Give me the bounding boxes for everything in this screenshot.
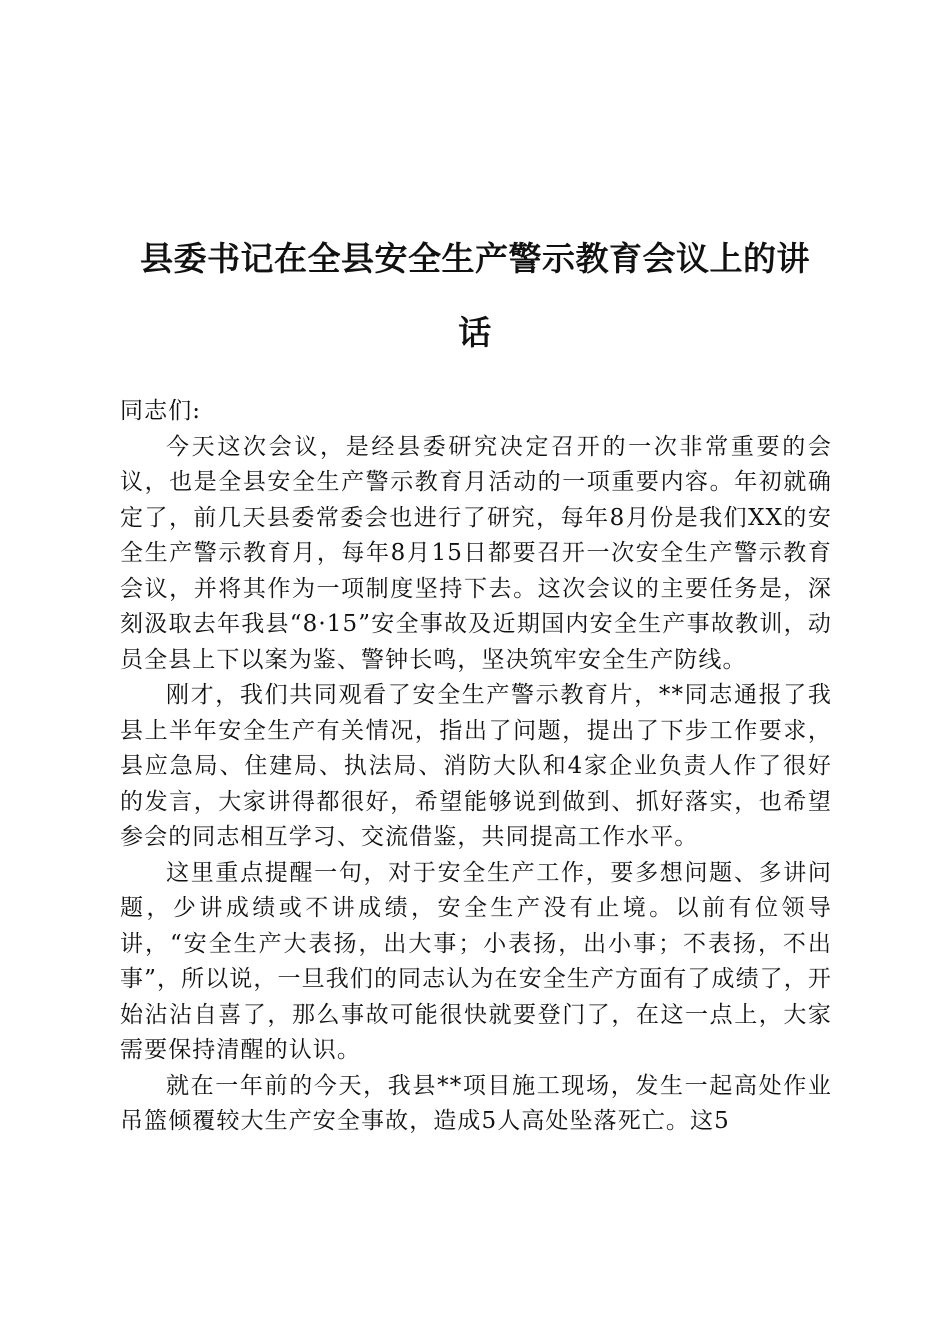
paragraph-1: 今天这次会议，是经县委研究决定召开的一次非常重要的会议，也是全县安全生产警示教育月活动的一项重要内容。年初就确定了，前几天县委常委会也进行了研究，每年8月份是我们XX的安全生产警示教育月，每年8月15日都要召开一次安全生产警示教育会议，并将其作为一项制度坚持下去。这次会议的主要任务是，深刻汲取去年我县“8·15”安全事故及近期国内安全生产事故教训，动员全县上下以案为鉴、警钟长鸣，坚决筑牢安全生产防线。	[120, 433, 832, 673]
paragraph-4: 就在一年前的今天，我县**项目施工现场，发生一起高处作业吊篮倾覆较大生产安全事故，造成5人高处坠落死亡。这5	[120, 1072, 832, 1134]
title-line-2: 话	[458, 313, 492, 352]
paragraph-3: 这里重点提醒一句，对于安全生产工作，要多想问题、多讲问题，少讲成绩或不讲成绩，安全生产没有止境。以前有位领导讲，“安全生产大表扬，出大事；小表扬，出小事；不表扬，不出事”，所以说，一旦我们的同志认为在安全生产方面有了成绩了，开始沾沾自喜了，那么事故可能很快就要登门了，在这一点上，大家需要保持清醒的认识。	[120, 859, 832, 1063]
document-body	[120, 394, 832, 1140]
paragraph-2: 刚才，我们共同观看了安全生产警示教育片，**同志通报了我县上半年安全生产有关情况，指出了问题，提出了下步工作要求，县应急局、住建局、执法局、消防大队和4家企业负责人作了很好的发言，大家讲得都很好，希望能够说到做到、抓好落实，也希望参会的同志相互学习、交流借鉴，共同提高工作水平。	[120, 682, 832, 850]
salutation: 同志们:	[120, 398, 202, 424]
title-line-1: 县委书记在全县安全生产警示教育会议上的讲	[140, 239, 810, 278]
document-title	[110, 222, 840, 370]
